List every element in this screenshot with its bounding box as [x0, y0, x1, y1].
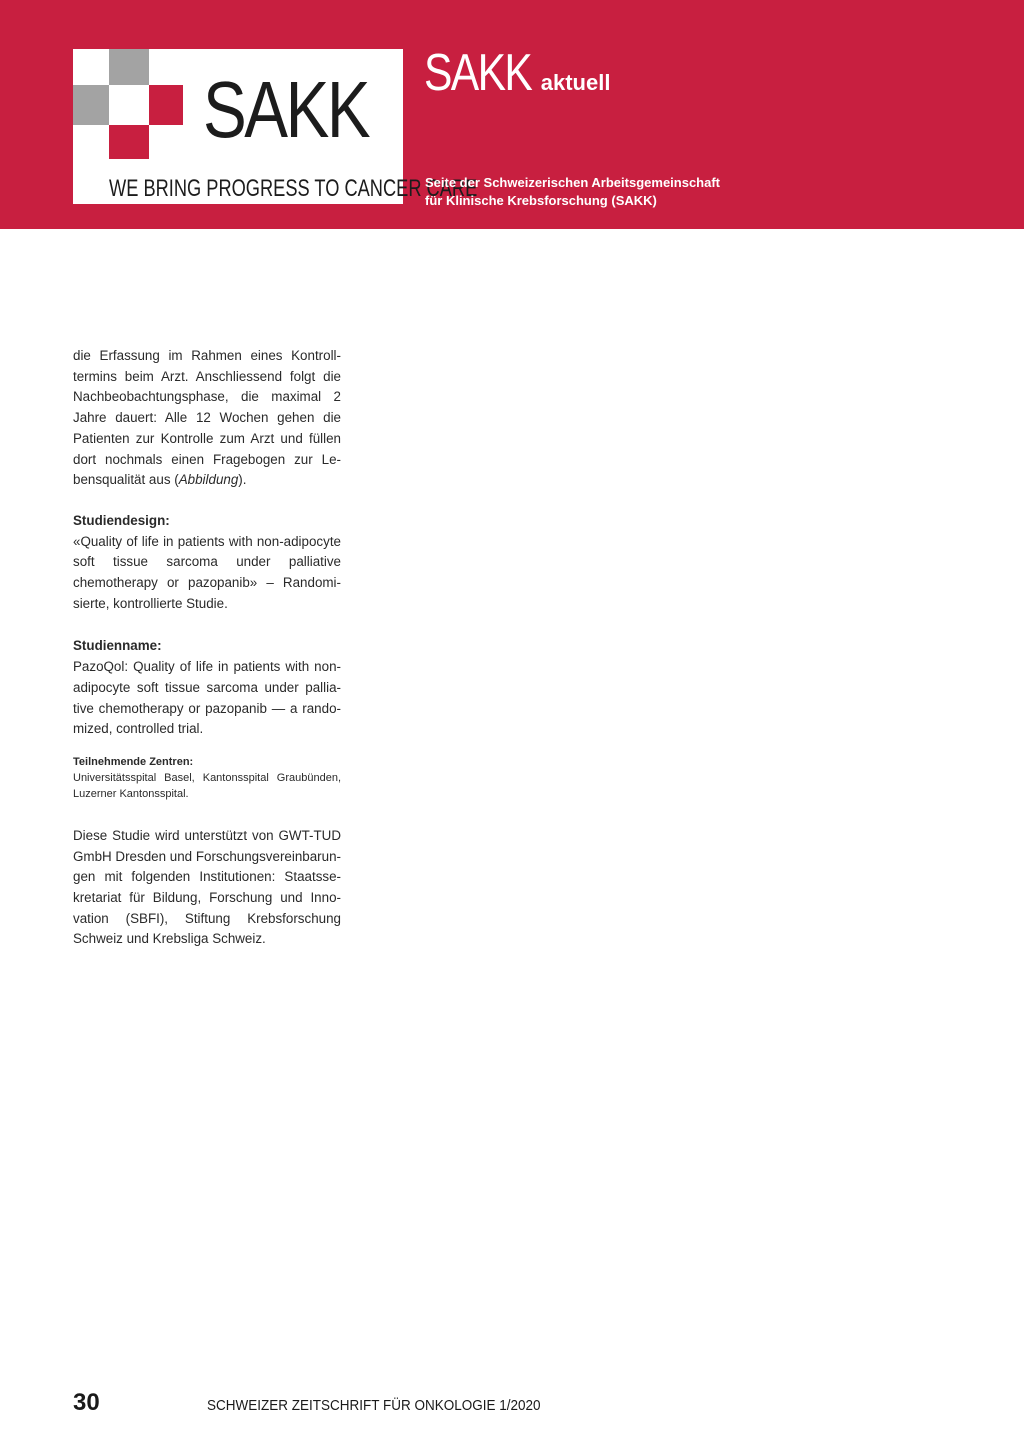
publication-title-main: SAKK: [424, 44, 532, 102]
journal-title: SCHWEIZER ZEITSCHRIFT FÜR ONKOLOGIE 1/2020: [207, 1397, 541, 1414]
page-number: 30: [73, 1389, 100, 1416]
intro-paragraph: die Erfassung im Rahmen eines Kontrolltermins beim Arzt. Anschliessend folgt die Nachbeobachtungsphase, die maximal 2 Jahre dauert: Alle 12 Wochen gehen die Patienten zur Kontrolle zum Arzt und füllen dort nochmals einen Fragebogen zur Lebensqualität aus (Abbildung).: [73, 348, 341, 488]
medical-cross-icon: [73, 49, 193, 159]
logo-wordmark: SAKK: [203, 65, 369, 154]
figure-reference: Abbildung: [178, 472, 239, 488]
study-name-heading: Studienname:: [73, 638, 162, 654]
study-design-text: «Quality of life in patients with non-adipocyte soft tissue sarcoma under palliative chemotherapy or pazopanib» – Randomisierte, kontrollierte Studie.: [73, 533, 341, 611]
support-paragraph: Diese Studie wird unterstützt von GWT-TUD GmbH Dresden und Forschungsvereinbarungen mit folgenden Institutionen: Staatssekretariat für Bildung, Forschung und Innovation (SBFI), Stiftung Krebsforschung Schweiz und Krebsliga Schweiz.: [73, 827, 341, 947]
study-name-text: PazoQol: Quality of life in patients with non-adipocyte soft tissue sarcoma under palliative chemotherapy or pazopanib — a randomized, controlled trial.: [73, 659, 341, 737]
sakk-logo: [73, 49, 478, 204]
logo-tagline: WE BRING PROGRESS TO CANCER CARE: [109, 175, 478, 202]
publication-title-suffix: aktuell: [540, 70, 611, 95]
publication-title: [424, 41, 610, 105]
study-design-heading: Studiendesign:: [73, 512, 170, 528]
subtitle-line-1: Seite der Schweizerischen Arbeitsgemeinschaft: [425, 175, 721, 190]
header-banner: [0, 0, 1024, 229]
centers-text: Universitätsspital Basel, Kantonsspital Graubünden, Luzerner Kantonsspital.: [73, 771, 341, 800]
centers-heading: Teilnehmende Zentren:: [73, 755, 194, 768]
article-column: [73, 346, 341, 950]
publication-subtitle: [425, 174, 720, 210]
subtitle-line-2: für Klinische Krebsforschung (SAKK): [425, 193, 657, 208]
